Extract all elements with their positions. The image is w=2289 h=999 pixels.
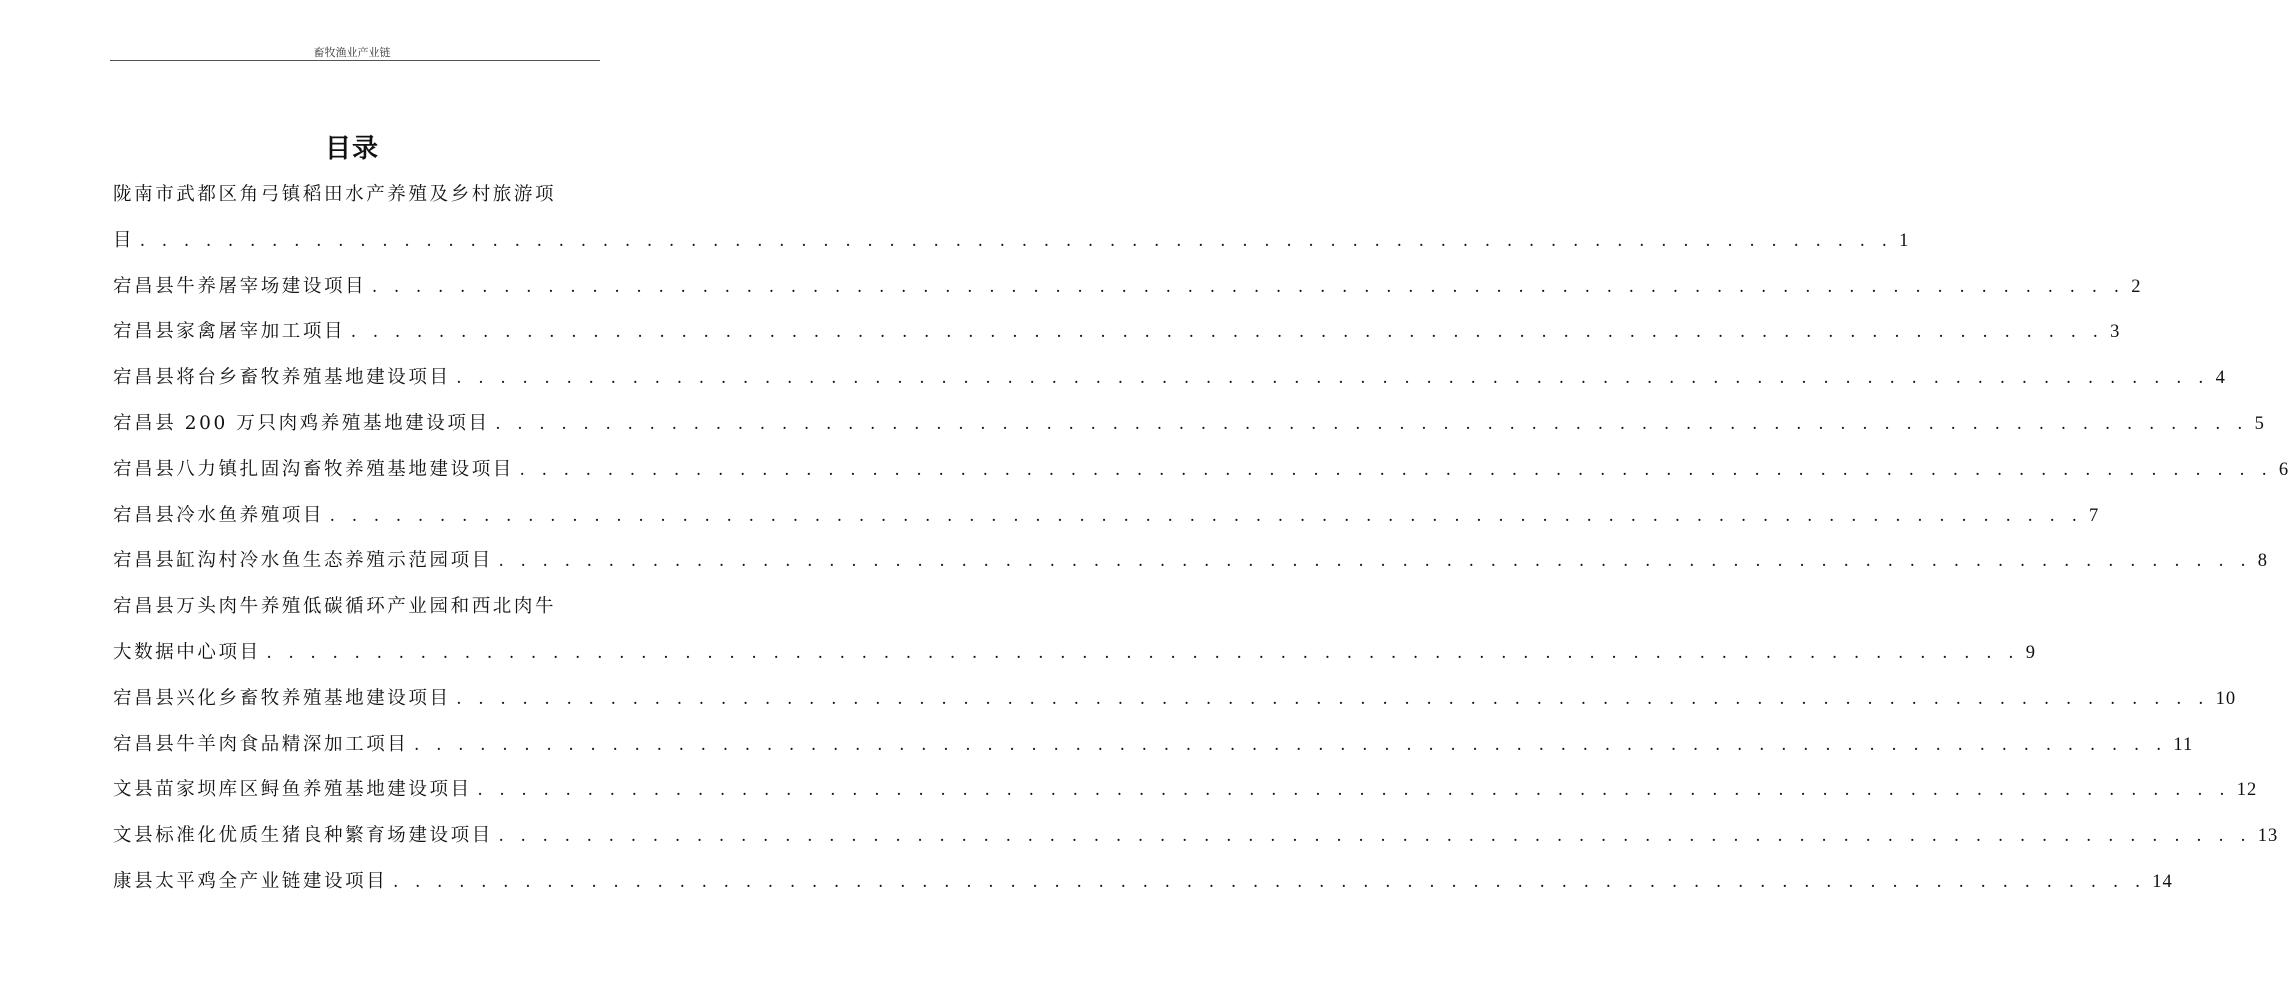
toc-page-number: 9 [2025, 642, 2036, 663]
toc-page-number: 10 [2215, 688, 2237, 709]
toc-entry[interactable] [113, 355, 2226, 401]
toc-page-number: 4 [2215, 368, 2226, 389]
toc-entry[interactable] [113, 722, 2194, 768]
toc-entry-title: 宕昌县将台乡畜牧养殖基地建设项目 [113, 367, 451, 389]
toc-page-number: 8 [2257, 551, 2269, 572]
toc-entry[interactable] [113, 859, 2173, 905]
toc-entry-title: 宕昌县 200 万只肉鸡养殖基地建设项目 [113, 412, 490, 434]
toc-entry[interactable] [113, 538, 2269, 584]
toc-entry[interactable] [113, 447, 2289, 493]
toc-dot-leader: . . . . . . . . . . . . . . . . . . . . . . . . . . . . . . . . . . . . . . . . . . . . . . . . . . . . . . . . . . . . . . . . . . . . . . . . . . . . . . . . [372, 276, 2126, 297]
table-of-contents [113, 172, 2289, 905]
toc-entry[interactable] [113, 676, 2237, 722]
toc-entry-title: 宕昌县冷水鱼养殖项目 [113, 504, 325, 526]
toc-page-number: 14 [2152, 871, 2173, 892]
toc-entry-title: 宕昌县八力镇扎固沟畜牧养殖基地建设项目 [113, 458, 514, 480]
toc-dot-leader: . . . . . . . . . . . . . . . . . . . . . . . . . . . . . . . . . . . . . . . . . . . . . . . . . . . . . . . . . . . . . . . . . . . . . . . . . . . . . . . . [414, 734, 2168, 755]
toc-page-number: 3 [2110, 322, 2121, 343]
toc-dot-leader: . . . . . . . . . . . . . . . . . . . . . . . . . . . . . . . . . . . . . . . . . . . . . . . . . . . . . . . . . . . . . . . . . . . . . . . . . . . . . . . . [330, 505, 2083, 526]
toc-page-number: 11 [2173, 734, 2194, 755]
toc-dot-leader: . . . . . . . . . . . . . . . . . . . . . . . . . . . . . . . . . . . . . . . . . . . . . . . . . . . . . . . . . . . . . . . . . . . . . . . . . . . . . . . . [140, 230, 1894, 251]
toc-page-number: 5 [2254, 413, 2265, 434]
toc-entry-title: 康县太平鸡全产业链建设项目 [113, 870, 388, 892]
toc-dot-leader: . . . . . . . . . . . . . . . . . . . . . . . . . . . . . . . . . . . . . . . . . . . . . . . . . . . . . . . . . . . . . . . . . . . . . . . . . . . . . . . . [519, 459, 2273, 480]
toc-entry[interactable] [113, 401, 2265, 447]
toc-dot-leader: . . . . . . . . . . . . . . . . . . . . . . . . . . . . . . . . . . . . . . . . . . . . . . . . . . . . . . . . . . . . . . . . . . . . . . . . . . . . . . . . [393, 871, 2147, 892]
toc-entry[interactable] [113, 218, 1910, 264]
toc-entry[interactable] [113, 767, 2258, 813]
toc-dot-leader: . . . . . . . . . . . . . . . . . . . . . . . . . . . . . . . . . . . . . . . . . . . . . . . . . . . . . . . . . . . . . . . . . . . . . . . . . . . . . . . . [495, 413, 2249, 434]
toc-entry-wrapped-line[interactable]: 宕昌县万头肉牛养殖低碳循环产业园和西北肉牛 [113, 596, 557, 618]
toc-entry[interactable] [113, 309, 2121, 355]
toc-entry-title: 宕昌县牛养屠宰场建设项目 [113, 275, 367, 297]
toc-page-number: 12 [2236, 780, 2258, 801]
toc-entry-title: 宕昌县家禽屠宰加工项目 [113, 321, 346, 343]
toc-page-number: 1 [1899, 230, 1910, 251]
toc-entry-title: 宕昌县牛羊肉食品精深加工项目 [113, 733, 409, 755]
toc-dot-leader: . . . . . . . . . . . . . . . . . . . . . . . . . . . . . . . . . . . . . . . . . . . . . . . . . . . . . . . . . . . . . . . . . . . . . . . . . . . . . . . . [456, 688, 2210, 709]
toc-entry-title: 大数据中心项目 [113, 641, 261, 663]
toc-dot-leader: . . . . . . . . . . . . . . . . . . . . . . . . . . . . . . . . . . . . . . . . . . . . . . . . . . . . . . . . . . . . . . . . . . . . . . . . . . . . . . . . [456, 368, 2210, 389]
toc-title: 目录 [324, 134, 379, 164]
toc-entry[interactable] [113, 813, 2279, 859]
toc-entry[interactable] [113, 630, 2036, 676]
toc-entry[interactable] [113, 493, 2100, 539]
toc-entry-title: 目 [113, 229, 135, 251]
toc-entry-title: 宕昌县兴化乡畜牧养殖基地建设项目 [113, 687, 451, 709]
running-header: 畜牧渔业产业链 [313, 46, 391, 59]
toc-dot-leader: . . . . . . . . . . . . . . . . . . . . . . . . . . . . . . . . . . . . . . . . . . . . . . . . . . . . . . . . . . . . . . . . . . . . . . . . . . . . . . . . [351, 322, 2105, 343]
toc-entry[interactable] [113, 264, 2142, 310]
toc-entry-title: 文县苗家坝库区鲟鱼养殖基地建设项目 [113, 779, 472, 801]
toc-dot-leader: . . . . . . . . . . . . . . . . . . . . . . . . . . . . . . . . . . . . . . . . . . . . . . . . . . . . . . . . . . . . . . . . . . . . . . . . . . . . . . . . [498, 551, 2252, 572]
header-rule [110, 60, 600, 61]
toc-entry-wrapped-line[interactable]: 陇南市武都区角弓镇稻田水产养殖及乡村旅游项 [113, 184, 557, 205]
toc-dot-leader: . . . . . . . . . . . . . . . . . . . . . . . . . . . . . . . . . . . . . . . . . . . . . . . . . . . . . . . . . . . . . . . . . . . . . . . . . . . . . . . . [266, 642, 2020, 663]
toc-dot-leader: . . . . . . . . . . . . . . . . . . . . . . . . . . . . . . . . . . . . . . . . . . . . . . . . . . . . . . . . . . . . . . . . . . . . . . . . . . . . . . . . [477, 780, 2231, 801]
toc-page-number: 2 [2131, 276, 2142, 297]
toc-page-number: 6 [2278, 459, 2289, 480]
toc-entry-title: 文县标准化优质生猪良种繁育场建设项目 [113, 825, 493, 847]
toc-dot-leader: . . . . . . . . . . . . . . . . . . . . . . . . . . . . . . . . . . . . . . . . . . . . . . . . . . . . . . . . . . . . . . . . . . . . . . . . . . . . . . . . [498, 826, 2252, 847]
toc-page-number: 7 [2089, 505, 2100, 526]
toc-entry-title: 宕昌县缸沟村冷水鱼生态养殖示范园项目 [113, 550, 493, 572]
toc-page-number: 13 [2257, 826, 2279, 847]
